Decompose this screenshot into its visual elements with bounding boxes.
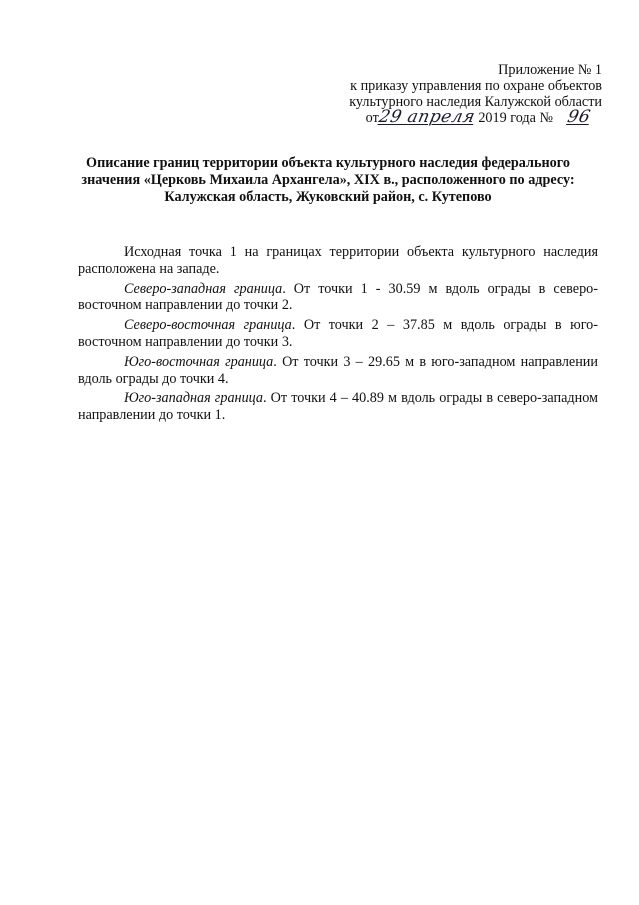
paragraph-start-point: [78, 244, 598, 278]
paragraph-southwest-border: [78, 390, 598, 424]
handwritten-order-number: 96: [565, 107, 593, 127]
paragraph-label: Северо-западная граница: [124, 280, 283, 297]
paragraph-southeast-border: [78, 354, 598, 388]
appendix-order-ref: к приказу управления по охране объектов: [350, 78, 602, 94]
paragraph-northwest-border: [78, 281, 598, 315]
title-line-1: Описание границ территории объекта культурного наследия федерального: [86, 155, 570, 171]
appendix-number: Приложение № 1: [498, 62, 602, 78]
boundary-description: [78, 244, 598, 427]
paragraph-text: . От точки 4 – 40.89 м вдоль ограды в северо-западном направлении до точки 1.: [78, 390, 598, 424]
paragraph-label: Северо-восточная граница: [124, 317, 292, 334]
year-text: 2019 года №: [478, 110, 553, 126]
paragraph-label: Юго-западная граница: [124, 390, 264, 407]
paragraph-text: . От точки 3 – 29.65 м в юго-западном направлении вдоль ограды до точки 4.: [78, 353, 598, 387]
title-line-2: значения «Церковь Михаила Архангела», XIX в., расположенного по адресу:: [81, 172, 575, 188]
appendix-authority: культурного наследия Калужской области: [349, 94, 602, 110]
paragraph-label: Юго-восточная граница: [124, 353, 274, 370]
appendix-header: [302, 62, 602, 126]
handwritten-date: 29 апреля: [376, 107, 477, 127]
title-line-3: Калужская область, Жуковский район, с. Кутепово: [164, 189, 492, 205]
document-title: [58, 155, 598, 206]
paragraph-northeast-border: [78, 317, 598, 351]
paragraph-text: Исходная точка 1 на границах территории объекта культурного наследия расположена на западе.: [78, 244, 598, 277]
date-prefix: от: [365, 110, 379, 126]
appendix-date-line: [302, 107, 602, 127]
paragraph-text: . От точки 2 – 37.85 м вдоль ограды в юго-восточном направлении до точки 3.: [78, 317, 598, 350]
paragraph-text: . От точки 1 - 30.59 м вдоль ограды в северо-восточном направлении до точки 2.: [78, 280, 598, 314]
